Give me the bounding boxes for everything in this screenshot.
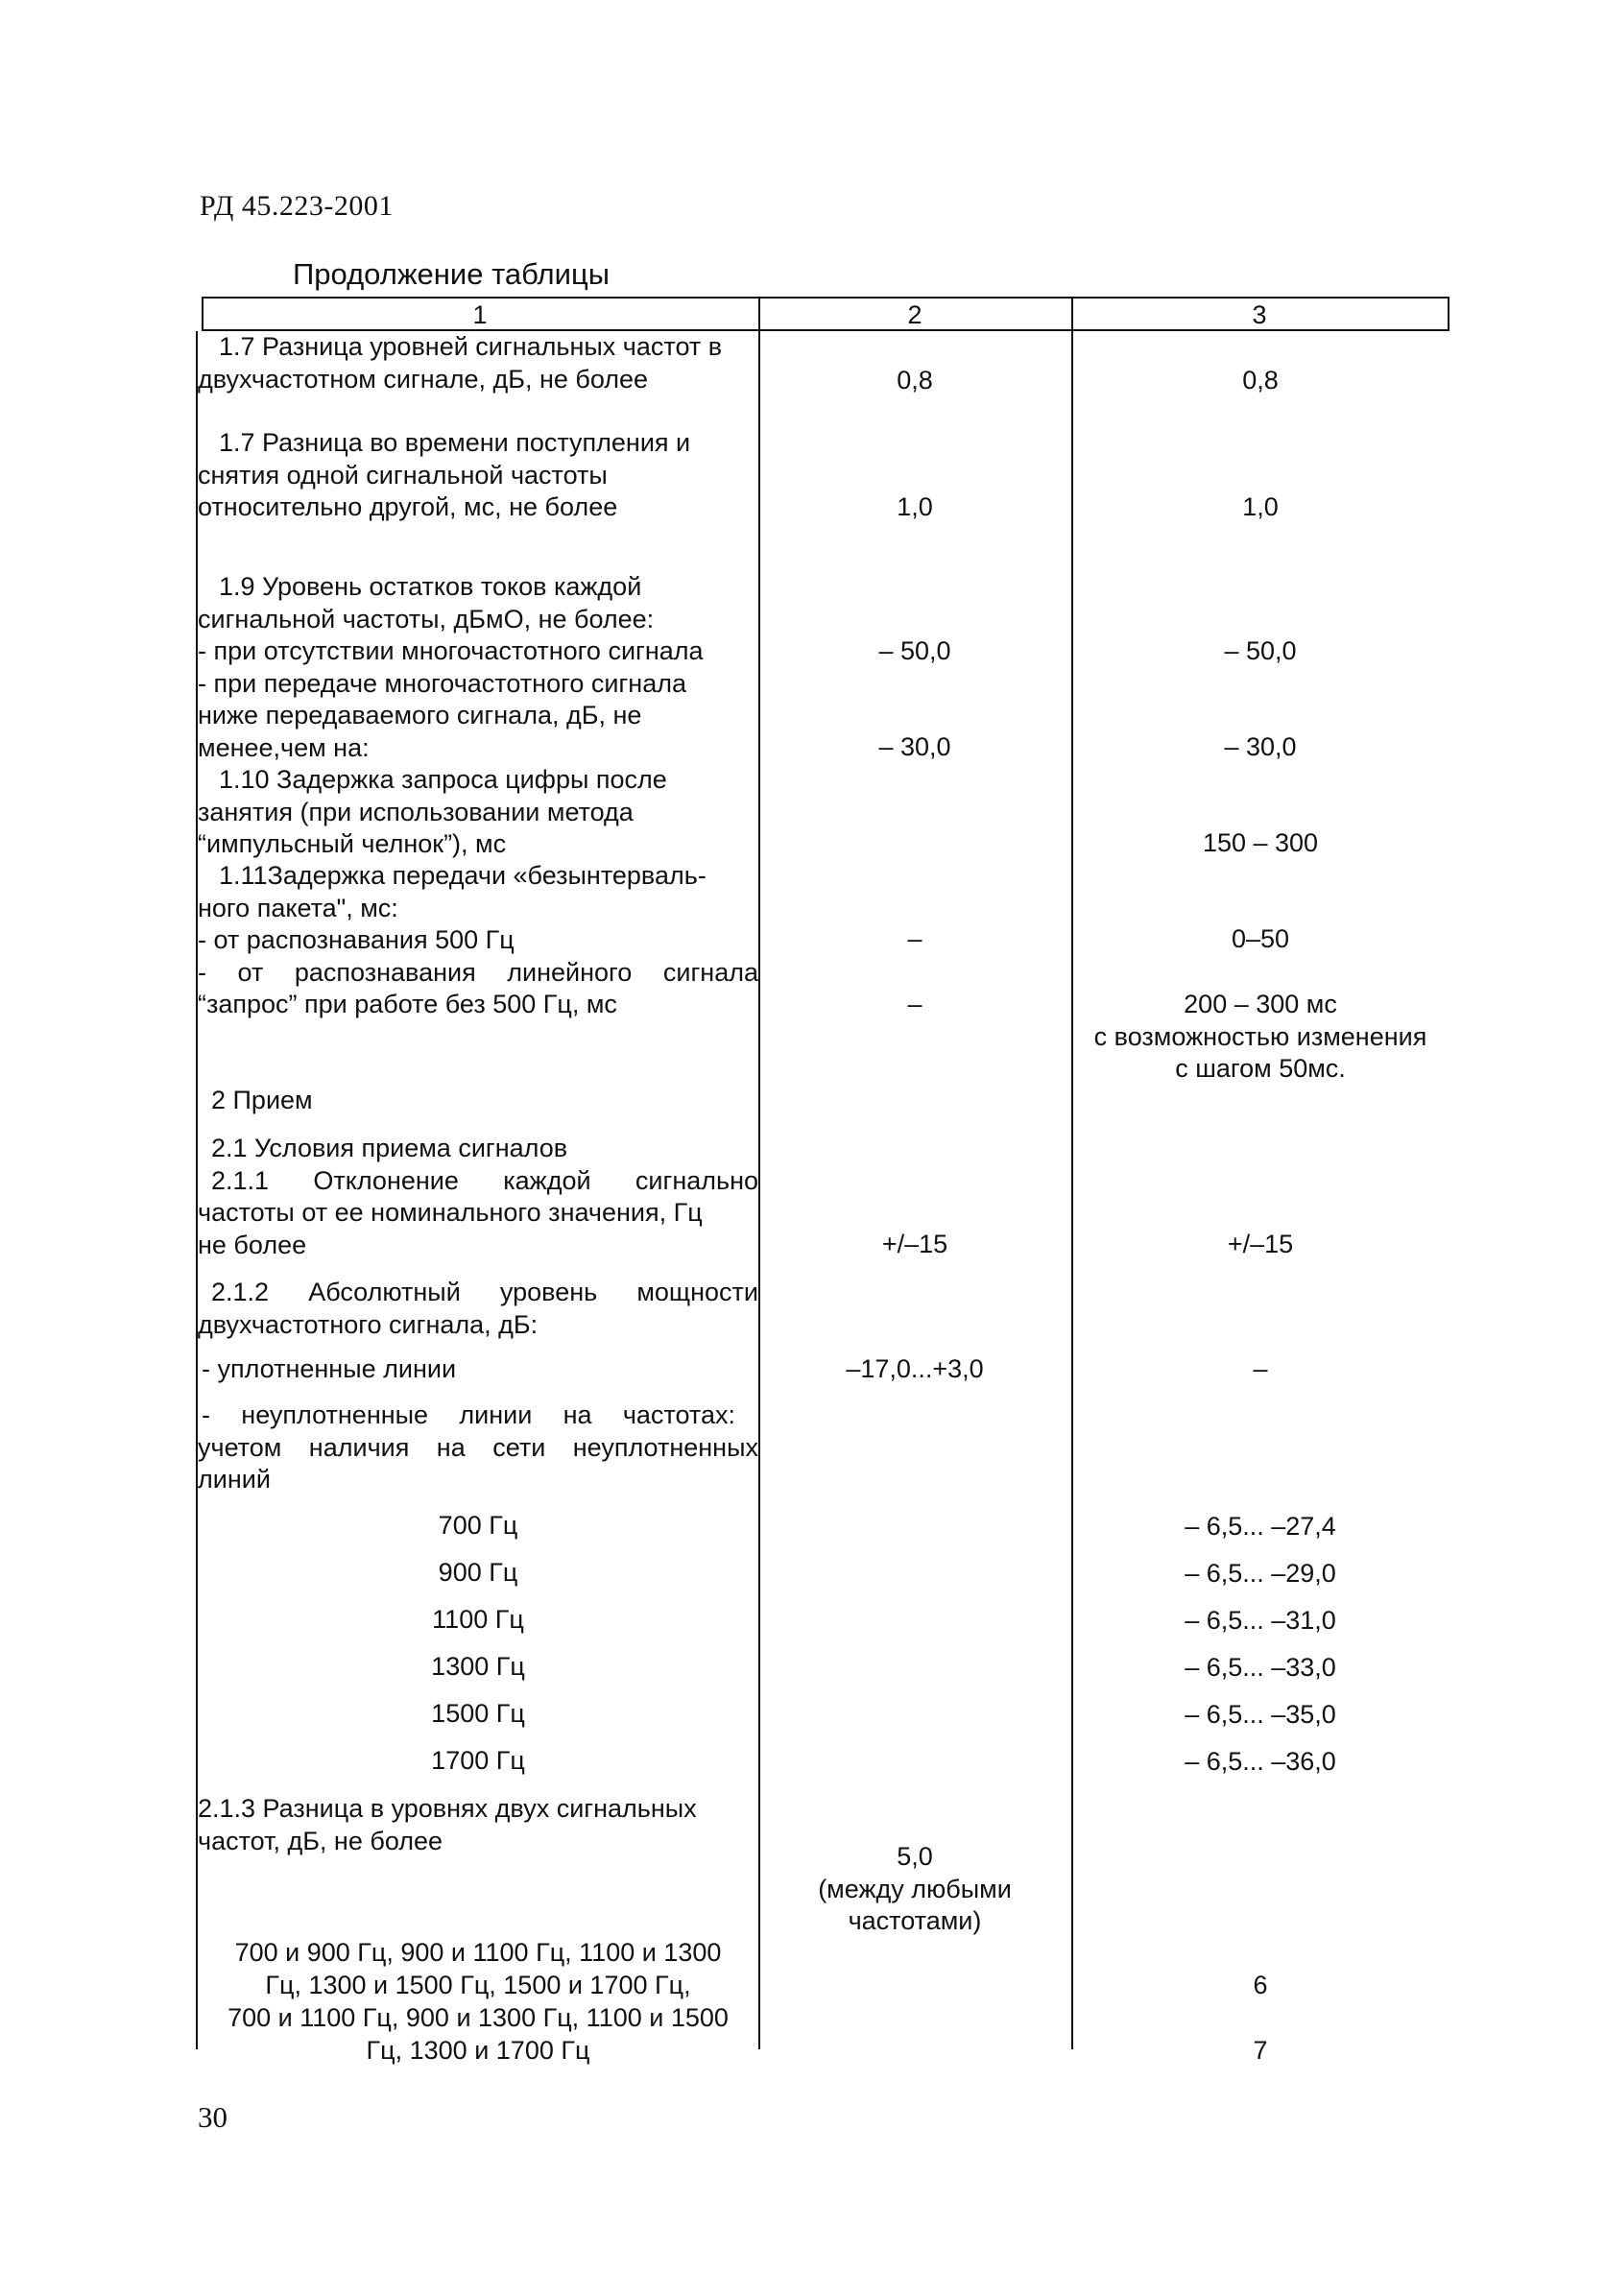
row-sealed-lines-col2: –17,0...+3,0 bbox=[846, 1354, 984, 1383]
row-sealed-lines-description: - уплотненные линии bbox=[202, 1354, 457, 1383]
document-code: РД 45.223-2001 bbox=[200, 190, 394, 222]
col-header-2: 2 bbox=[907, 300, 922, 329]
col-header-3: 3 bbox=[1252, 300, 1267, 329]
row-1-11-col3-b: 200 – 300 мс с возможностью изменения с шагом 50мс. bbox=[1093, 990, 1427, 1083]
row-1-11-description: 1.11Задержка передачи «безынтерваль- ного пакета", мс: - от распознавания 500 Гц - от распознавания линейного сигнала “запрос” при работе без 500 Гц, мс bbox=[198, 861, 758, 1018]
row-1-7-levels-description: 1.7 Разница уровней сигнальных частот в двухчастотном сигнале, дБ, не более bbox=[198, 332, 723, 394]
row-2-1-3-col2: 5,0 (между любыми частотами) bbox=[818, 1842, 1012, 1935]
freq-1700-value: – 6,5... –36,0 bbox=[1185, 1747, 1336, 1776]
row-1-7-time-col2: 1,0 bbox=[897, 492, 933, 521]
row-freq-pairs-b-col3: 7 bbox=[1253, 2036, 1268, 2065]
freq-1500-label: 1500 Гц bbox=[431, 1699, 525, 1728]
page-number: 30 bbox=[198, 2100, 228, 2134]
table-continuation-caption: Продолжение таблицы bbox=[293, 257, 610, 291]
table-right-border bbox=[1448, 297, 1449, 331]
section-2-reception: 2 Прием bbox=[211, 1086, 313, 1114]
row-2-1-1-col2: +/–15 bbox=[881, 1230, 948, 1258]
row-2-1-3-description: 2.1.3 Разница в уровнях двух сигнальных частот, дБ, не более bbox=[198, 1794, 697, 1855]
row-1-11-col2-b: – bbox=[907, 990, 922, 1018]
freq-900-label: 900 Гц bbox=[438, 1558, 518, 1587]
row-unsealed-lines-description: - неуплотненные линии на частотах: учетом наличия на сети неуплотненных линий bbox=[198, 1400, 758, 1494]
row-1-11-col3-a: 0–50 bbox=[1231, 924, 1290, 953]
freq-1500-value: – 6,5... –35,0 bbox=[1185, 1700, 1336, 1729]
col2-left-border bbox=[758, 297, 760, 2049]
row-1-7-time-description: 1.7 Разница во времени поступления и снятия одной сигнальной частоты относительно другой, мс, не более bbox=[198, 428, 691, 521]
row-freq-pairs-b-description: 700 и 1100 Гц, 900 и 1300 Гц, 1100 и 1500 Гц, 1300 и 1700 Гц bbox=[228, 2003, 729, 2065]
freq-1300-value: – 6,5... –33,0 bbox=[1185, 1653, 1336, 1682]
row-1-7-levels-col3: 0,8 bbox=[1242, 366, 1279, 395]
row-2-1-2-description: 2.1.2 Абсолютный уровень мощности двухчастотного сигнала, дБ: bbox=[198, 1278, 758, 1339]
row-1-9-col3-a: – 50,0 bbox=[1224, 636, 1297, 665]
row-1-9-col2-a: – 50,0 bbox=[878, 636, 951, 665]
freq-1300-label: 1300 Гц bbox=[431, 1652, 525, 1681]
row-1-7-levels-col2: 0,8 bbox=[897, 366, 933, 395]
freq-900-value: – 6,5... –29,0 bbox=[1185, 1559, 1336, 1588]
row-1-10-description: 1.10 Задержка запроса цифры после занятия (при использовании метода “импульсный челнок”), мс bbox=[198, 765, 667, 858]
row-1-9-col3-b: – 30,0 bbox=[1224, 732, 1297, 761]
freq-1100-label: 1100 Гц bbox=[432, 1605, 524, 1634]
freq-700-label: 700 Гц bbox=[438, 1511, 518, 1540]
table-top-border bbox=[202, 297, 1449, 299]
freq-700-value: – 6,5... –27,4 bbox=[1185, 1512, 1336, 1541]
row-1-9-description: 1.9 Уровень остатков токов каждой сигнальной частоты, дБмО, не более: - при отсутствии многочастотного сигнала - при передаче многочастотного сигнала ниже передаваемого сигнала, дБ, не менее,чем на: bbox=[198, 572, 704, 762]
row-2-1-1-description: 2.1 Условия приема сигналов 2.1.1 Отклонение каждой сигнально частоты от ее номинального значения, Гц не более bbox=[198, 1134, 758, 1259]
row-sealed-lines-col3: – bbox=[1253, 1354, 1268, 1383]
row-1-10-col3: 150 – 300 bbox=[1202, 828, 1319, 857]
col3-left-border bbox=[1071, 297, 1073, 2049]
row-1-9-col2-b: – 30,0 bbox=[878, 732, 951, 761]
freq-1700-label: 1700 Гц bbox=[431, 1746, 525, 1775]
row-2-1-1-col3: +/–15 bbox=[1227, 1230, 1294, 1258]
col-header-1: 1 bbox=[472, 300, 488, 329]
row-freq-pairs-a-col3: 6 bbox=[1253, 1971, 1268, 1999]
row-1-11-col2-a: – bbox=[907, 924, 922, 953]
freq-1100-value: – 6,5... –31,0 bbox=[1185, 1606, 1336, 1635]
row-1-7-time-col3: 1,0 bbox=[1242, 492, 1279, 521]
row-freq-pairs-a-description: 700 и 900 Гц, 900 и 1100 Гц, 1100 и 1300 Гц, 1300 и 1500 Гц, 1500 и 1700 Гц, bbox=[234, 1938, 722, 1999]
